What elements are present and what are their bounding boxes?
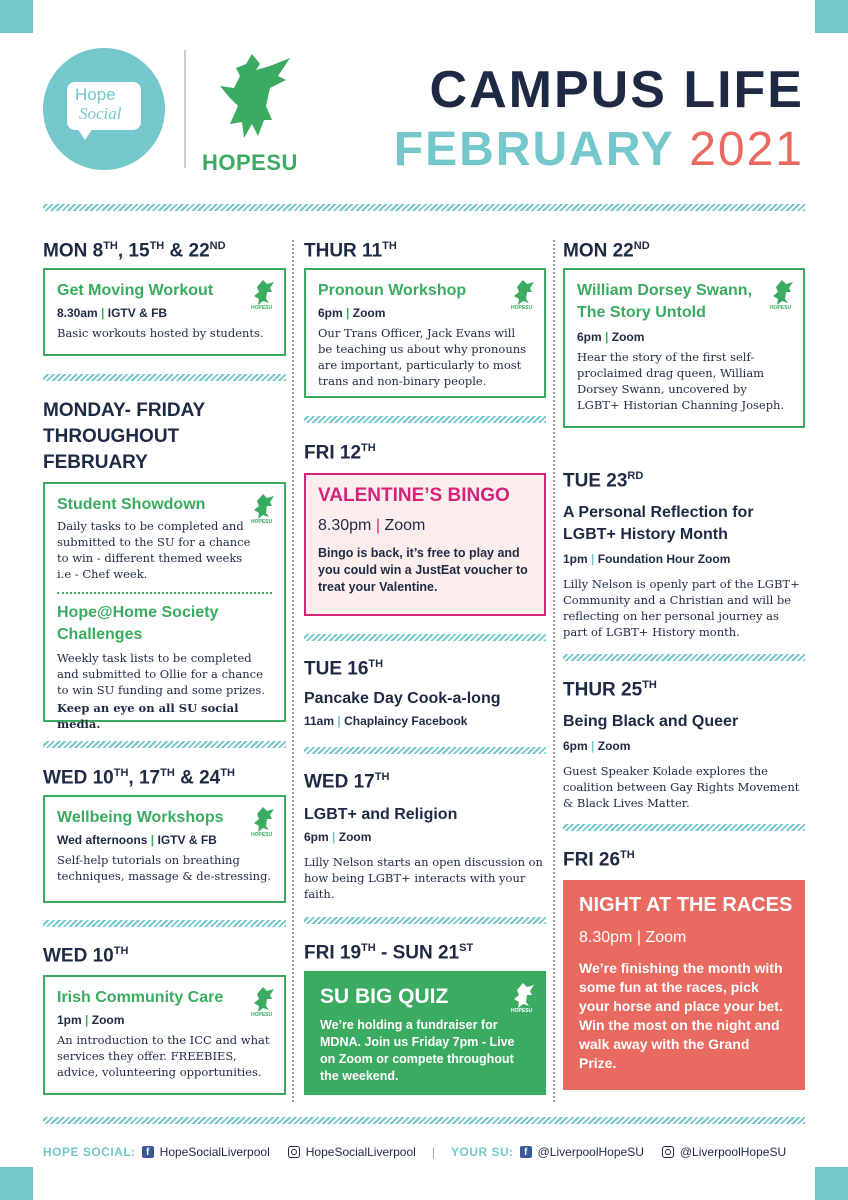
event-description: An introduction to the ICC and what services they offer. FREEBIES, advice, volunteering opportunities.: [57, 1033, 270, 1079]
event-item: [304, 804, 546, 902]
date-heading: TUE 23RD: [563, 470, 644, 492]
footer-label-hope-social: HOPE SOCIAL:: [43, 1145, 136, 1159]
event-title: LGBT+ and Religion: [304, 806, 458, 823]
svg-text:HOPESU: HOPESU: [511, 1008, 533, 1013]
event-meta: 8.30pm | Zoom: [579, 929, 687, 946]
svg-text:HOPESU: HOPESU: [251, 305, 273, 310]
instagram-icon: [662, 1146, 674, 1158]
brand-circle-subtext: Social: [79, 104, 122, 123]
column-separator: [304, 416, 546, 423]
date-heading: FRI 19TH - SUN 21ST: [304, 942, 474, 964]
date-heading: MON 22ND: [563, 240, 650, 262]
column-separator: [304, 917, 546, 924]
page-subtitle: [394, 122, 804, 177]
column-separator: [43, 920, 286, 927]
event-description: Hear the story of the first self-proclaimed drag queen, William Dorsey Swann, uncovered by LGBT+ Historian Channing Joseph.: [577, 350, 785, 412]
event-meta: 1pm | Zoom: [57, 1013, 125, 1027]
date-heading: THUR 11TH: [304, 240, 397, 262]
event-card: [563, 268, 805, 428]
event-title: Pancake Day Cook-a-long: [304, 690, 501, 707]
event-description: We’re finishing the month with some fun at the races, pick your horse and place your bet. Win the most on the night and walk away with the Grand Prize.: [579, 960, 783, 1071]
event-card: [43, 268, 286, 356]
event-title: Hope@Home Society Challenges: [57, 604, 219, 643]
hopesu-mini-icon: [250, 805, 276, 837]
date-heading: FRI 26TH: [563, 849, 635, 871]
column-separator: [304, 747, 546, 754]
page-title: CAMPUS LIFE: [429, 61, 804, 119]
hopesu-mini-icon: [250, 492, 276, 524]
event-meta: 11am | Chaplaincy Facebook: [304, 714, 468, 728]
header-separator: [43, 204, 805, 211]
facebook-icon: f: [142, 1146, 154, 1158]
date-heading: WED 17TH: [304, 771, 390, 793]
event-title: VALENTINE’S BINGO: [318, 485, 510, 506]
title-year: 2021: [689, 123, 804, 176]
event-title: Wellbeing Workshops: [57, 809, 224, 826]
event-card: [304, 268, 546, 398]
event-title: SU BIG QUIZ: [320, 985, 449, 1008]
speech-bubble-icon: [67, 82, 141, 130]
hopesu-mini-icon: [250, 985, 276, 1017]
svg-text:HOPESU: HOPESU: [770, 305, 792, 310]
event-title: A Personal Reflection for LGBT+ History Month: [563, 504, 754, 543]
column-divider-1: [292, 240, 294, 1102]
event-title: NIGHT AT THE RACES: [579, 894, 793, 916]
event-title: Student Showdown: [57, 496, 206, 513]
svg-text:HOPESU: HOPESU: [251, 1012, 273, 1017]
event-description: Lilly Nelson starts an open discussion on how being LGBT+ interacts with your faith.: [304, 855, 543, 901]
event-title: Pronoun Workshop: [318, 282, 467, 299]
event-card-featured: [304, 473, 546, 616]
facebook-icon: f: [520, 1146, 532, 1158]
date-heading: FRI 12TH: [304, 442, 376, 464]
event-note: Keep an eye on all SU social media.: [57, 701, 239, 731]
date-heading: MONDAY- FRIDAY THROUGHOUT FEBRUARY: [43, 400, 206, 473]
event-description: We’re holding a fundraiser for MDNA. Join us Friday 7pm - Live on Zoom or compete throughout the weekend.: [320, 1018, 515, 1083]
event-card-quiz: [304, 971, 546, 1095]
corner-top-right: [815, 0, 848, 33]
svg-text:HOPESU: HOPESU: [511, 305, 533, 310]
instagram-link[interactable]: @LiverpoolHopeSU: [679, 1145, 787, 1159]
svg-text:HOPESU: HOPESU: [251, 832, 273, 837]
hopesu-mini-icon: [769, 278, 795, 310]
column-separator: [304, 634, 546, 641]
event-meta: 6pm | Zoom: [304, 830, 372, 844]
column-separator: [43, 374, 286, 381]
hopesu-logo: [200, 46, 300, 176]
event-item: [563, 711, 805, 811]
event-meta: 6pm | Zoom: [318, 306, 386, 320]
event-meta: 8.30pm | Zoom: [318, 517, 426, 534]
event-card: [43, 795, 286, 903]
footer: [43, 1145, 813, 1159]
hopesu-mini-icon: [250, 278, 276, 310]
event-description: Self-help tutorials on breathing techniques, massage & de-stressing.: [57, 853, 272, 883]
facebook-link[interactable]: @LiverpoolHopeSU: [537, 1145, 644, 1159]
instagram-icon: [288, 1146, 300, 1158]
event-description: Lilly Nelson is openly part of the LGBT+ Community and a Christian and will be reflecting on her personal journey as part of LGBT+ History month.: [563, 577, 800, 639]
column-separator: [563, 824, 805, 831]
event-title: William Dorsey Swann, The Story Untold: [577, 282, 753, 321]
event-card: [43, 482, 286, 731]
svg-text:HOPESU: HOPESU: [251, 519, 273, 524]
event-description: Bingo is back, it’s free to play and you could win a JustEat voucher to treat your Valentine.: [318, 546, 528, 594]
column-separator: [563, 654, 805, 661]
liverbird-icon: [200, 46, 300, 146]
event-meta: 1pm | Foundation Hour Zoom: [563, 552, 731, 566]
event-meta: 6pm | Zoom: [577, 330, 645, 344]
title-month: FEBRUARY: [393, 123, 674, 176]
hopesu-mini-icon: [510, 981, 536, 1013]
event-meta: Wed afternoons | IGTV & FB: [57, 833, 217, 847]
date-heading: THUR 25TH: [563, 679, 657, 701]
event-item: [563, 502, 805, 640]
event-description: Basic workouts hosted by students.: [57, 326, 264, 340]
hopesu-wordmark: HOPESU: [202, 150, 298, 175]
header-divider: [184, 50, 186, 168]
date-heading: MON 8TH, 15TH & 22ND: [43, 240, 226, 262]
date-heading: TUE 16TH: [304, 658, 384, 680]
event-description: Weekly task lists to be completed and submitted to Ollie for a chance to win SU funding and some prizes.: [57, 651, 265, 697]
corner-bottom-left: [0, 1167, 33, 1200]
hopesu-mini-icon: [510, 278, 536, 310]
instagram-link[interactable]: HopeSocialLiverpool: [305, 1145, 416, 1159]
hope-social-logo: [43, 48, 165, 170]
event-card: [43, 975, 286, 1095]
event-description: Our Trans Officer, Jack Evans will be teaching us about why pronouns are important, particularly to most trans and non-binary people.: [318, 326, 527, 388]
event-card-races: [563, 880, 805, 1090]
column-separator: [43, 741, 286, 748]
date-heading: WED 10TH: [43, 945, 129, 967]
facebook-link[interactable]: HopeSocialLiverpool: [159, 1145, 270, 1159]
event-title: Irish Community Care: [57, 989, 224, 1006]
brand-circle-text: Hope: [75, 85, 116, 104]
event-item: [304, 688, 546, 728]
date-heading: WED 10TH, 17TH & 24TH: [43, 767, 235, 789]
footer-separator-pipe: |: [431, 1145, 435, 1159]
footer-separator: [43, 1117, 805, 1124]
event-description: Daily tasks to be completed and submitted to the SU for a chance to win - different themed weeks i.e - Chef week.: [57, 519, 251, 581]
inner-divider: [57, 592, 272, 594]
footer-label-your-su: YOUR SU:: [450, 1145, 514, 1159]
event-title: Being Black and Queer: [563, 713, 739, 730]
event-title: Get Moving Workout: [57, 282, 214, 299]
event-meta: 6pm | Zoom: [563, 739, 631, 753]
event-meta: 8.30am | IGTV & FB: [57, 306, 168, 320]
event-description: Guest Speaker Kolade explores the coalition between Gay Rights Movement & Black Lives Matter.: [563, 764, 800, 810]
corner-top-left: [0, 0, 33, 33]
corner-bottom-right: [815, 1167, 848, 1200]
column-divider-2: [553, 240, 555, 1102]
